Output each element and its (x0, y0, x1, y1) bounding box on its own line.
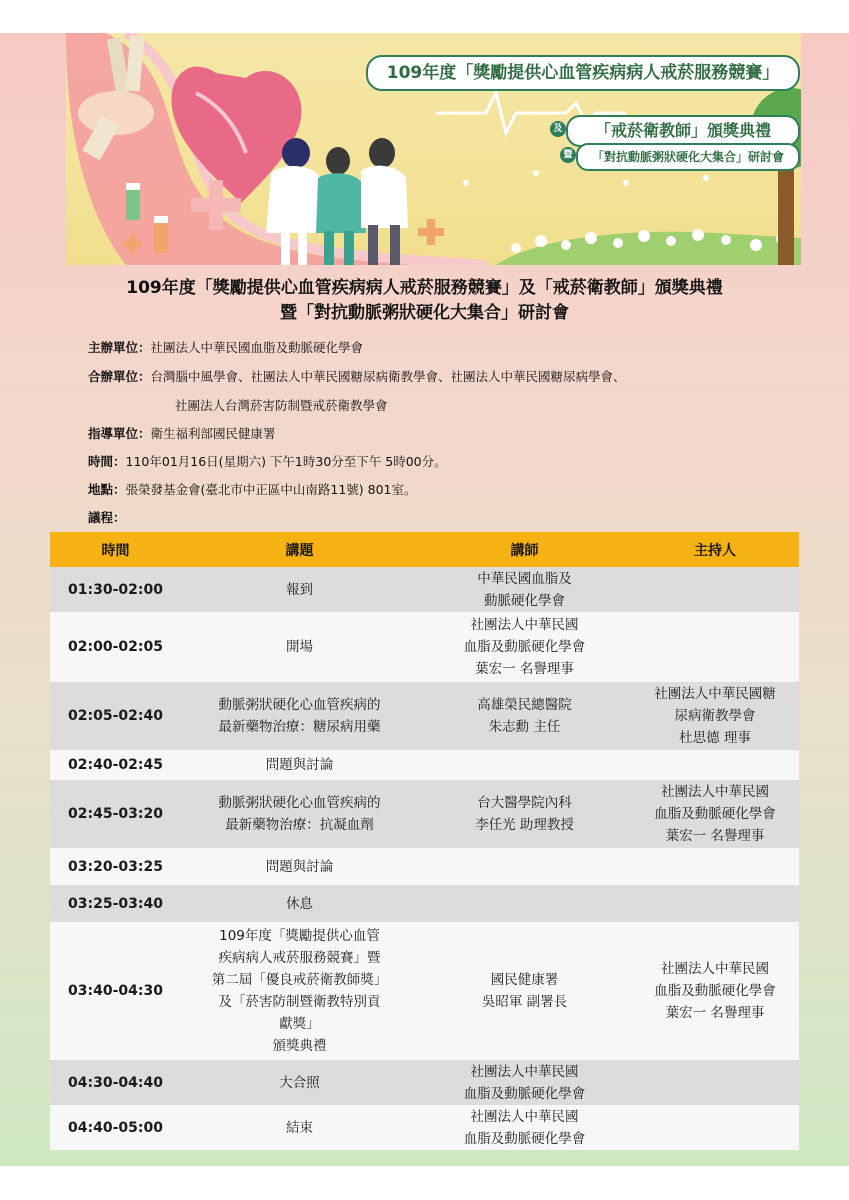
header-topic: 講題 (181, 532, 418, 567)
row-speaker (418, 848, 631, 885)
row-time: 02:05-02:40 (50, 682, 181, 750)
place-label: 地點： (88, 482, 126, 497)
row-host: 社團法人中華民國 血脂及動脈硬化學會 葉宏一 名譽理事 (631, 780, 799, 848)
banner-title-line2: 「戒菸衛教師」頒獎典禮 (566, 115, 800, 147)
row-topic: 動脈粥狀硬化心血管疾病的 最新藥物治療：糖尿病用藥 (181, 682, 418, 750)
row-topic: 結束 (181, 1105, 418, 1150)
time-line (88, 452, 447, 470)
row-time: 03:25-03:40 (50, 885, 181, 922)
header-host: 主持人 (631, 532, 799, 567)
organizer-line (88, 338, 363, 356)
time-value: 110年01月16日(星期六) 下午1時30分至下午 5時00分。 (125, 454, 447, 469)
row-speaker: 台大醫學院內科 李任光 助理教授 (418, 780, 631, 848)
agenda-line (88, 508, 126, 526)
row-host: 社團法人中華民國糖 尿病衛教學會 杜思德 理事 (631, 682, 799, 750)
row-time: 02:40-02:45 (50, 750, 181, 780)
guide-label: 指導單位： (88, 426, 151, 441)
row-speaker: 高雄榮民總醫院 朱志勳 主任 (418, 682, 631, 750)
table-row (50, 1060, 799, 1105)
row-time: 02:45-03:20 (50, 780, 181, 848)
guide-value: 衛生福利部國民健康署 (150, 426, 276, 441)
co-organizer-value-1: 台灣腦中風學會、社團法人中華民國糖尿病衛教學會、社團法人中華民國糖尿病學會、 (150, 369, 626, 384)
row-speaker: 社團法人中華民國 血脂及動脈硬化學會 (418, 1060, 631, 1105)
banner-and-badge-2: 暨 (560, 147, 576, 163)
row-time: 02:00-02:05 (50, 612, 181, 682)
row-host (631, 1105, 799, 1150)
header-time: 時間 (50, 532, 181, 567)
table-row (50, 682, 799, 750)
table-row (50, 567, 799, 612)
banner-title-line3: 「對抗動脈粥狀硬化大集合」研討會 (576, 143, 800, 171)
row-topic: 動脈粥狀硬化心血管疾病的 最新藥物治療：抗凝血劑 (181, 780, 418, 848)
place-value: 張榮發基金會(臺北市中正區中山南路11號) 801室。 (125, 482, 417, 497)
table-row (50, 780, 799, 848)
schedule-table (50, 532, 799, 1150)
row-host: 社團法人中華民國 血脂及動脈硬化學會 葉宏一 名譽理事 (631, 922, 799, 1060)
row-host (631, 848, 799, 885)
table-row (50, 922, 799, 1060)
row-topic: 休息 (181, 885, 418, 922)
row-host (631, 750, 799, 780)
row-speaker: 社團法人中華民國 血脂及動脈硬化學會 (418, 1105, 631, 1150)
organizer-label: 主辦單位： (88, 340, 151, 355)
row-speaker: 國民健康署 吳昭軍 副署長 (418, 922, 631, 1060)
event-banner (66, 33, 801, 265)
row-host (631, 612, 799, 682)
place-line (88, 480, 417, 498)
row-topic: 開場 (181, 612, 418, 682)
header-speaker: 講師 (418, 532, 631, 567)
time-label: 時間： (88, 454, 126, 469)
row-host (631, 1060, 799, 1105)
schedule-header-row (50, 532, 799, 567)
row-speaker (418, 885, 631, 922)
co-organizer-line (88, 367, 626, 385)
row-topic: 問題與討論 (181, 750, 418, 780)
row-time: 04:40-05:00 (50, 1105, 181, 1150)
organizer-value: 社團法人中華民國血脂及動脈硬化學會 (150, 340, 364, 355)
table-row (50, 750, 799, 780)
page-title-line2: 暨「對抗動脈粥狀硬化大集合」研討會 (280, 303, 569, 323)
row-speaker (418, 750, 631, 780)
co-organizer-value-2: 社團法人台灣菸害防制暨戒菸衛教學會 (175, 398, 388, 413)
banner-title-line1: 109年度「獎勵提供心血管疾病病人戒菸服務競賽」 (366, 55, 800, 91)
guide-line (88, 424, 276, 442)
row-host (631, 567, 799, 612)
table-row (50, 612, 799, 682)
row-host (631, 885, 799, 922)
agenda-label: 議程： (88, 510, 126, 525)
co-organizer-line-2 (175, 396, 388, 414)
co-organizer-label: 合辦單位： (88, 369, 151, 384)
page-title-line1: 109年度「獎勵提供心血管疾病病人戒菸服務競賽」及「戒菸衛教師」頒獎典禮 (126, 278, 723, 298)
row-time: 01:30-02:00 (50, 567, 181, 612)
banner-and-badge: 及 (550, 121, 566, 137)
page-title (0, 276, 849, 326)
row-topic: 報到 (181, 567, 418, 612)
row-time: 03:20-03:25 (50, 848, 181, 885)
table-row (50, 885, 799, 922)
table-row (50, 848, 799, 885)
row-time: 03:40-04:30 (50, 922, 181, 1060)
row-time: 04:30-04:40 (50, 1060, 181, 1105)
row-speaker: 中華民國血脂及 動脈硬化學會 (418, 567, 631, 612)
table-row (50, 1105, 799, 1150)
row-speaker: 社團法人中華民國 血脂及動脈硬化學會 葉宏一 名譽理事 (418, 612, 631, 682)
row-topic: 大合照 (181, 1060, 418, 1105)
row-topic: 109年度「獎勵提供心血管 疾病病人戒菸服務競賽」暨 第二屆「優良戒菸衛教師獎」 及「菸害防制暨衛教特別貢 獻獎」 頒獎典禮 (181, 922, 418, 1060)
row-topic: 問題與討論 (181, 848, 418, 885)
